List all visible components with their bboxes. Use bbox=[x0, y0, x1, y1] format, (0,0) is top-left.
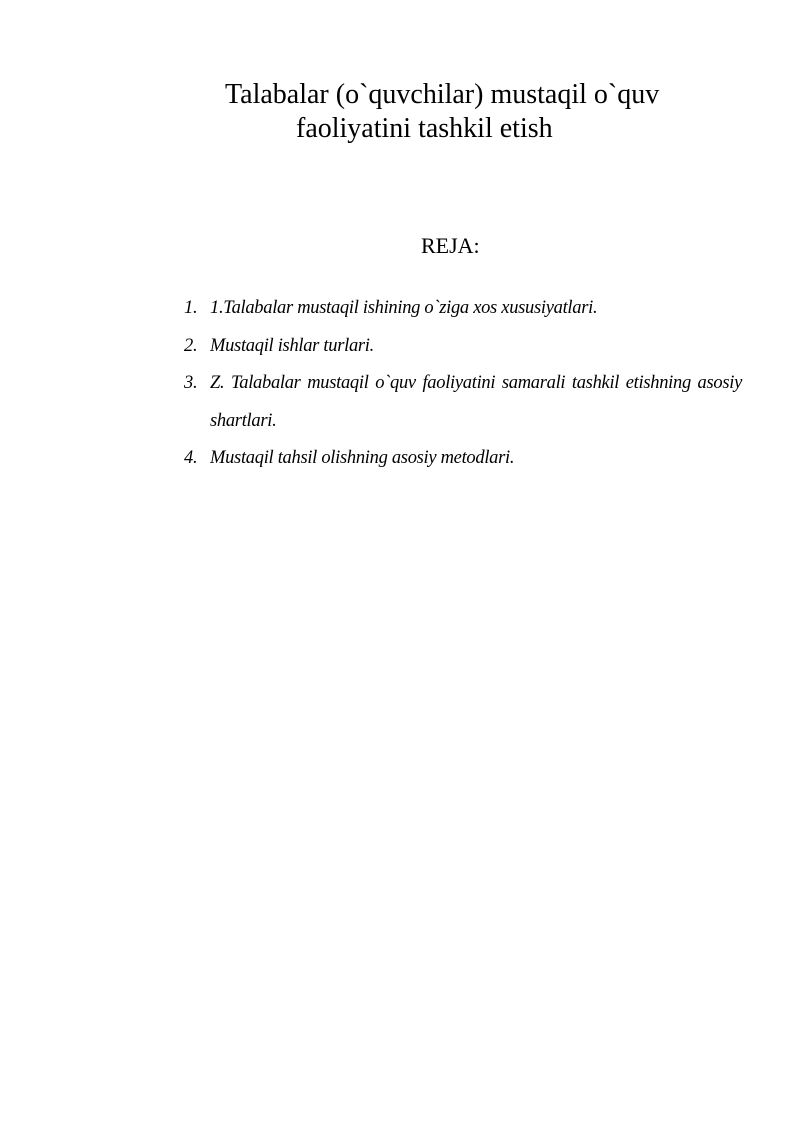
plan-heading: REJA: bbox=[421, 233, 480, 258]
plan-item-2 bbox=[184, 328, 742, 366]
plan-item-text: 1.Talabalar mustaqil ishining o`ziga xos xususiyatlari. bbox=[210, 298, 598, 318]
plan-item-1 bbox=[184, 290, 742, 328]
plan-item-text: Mustaqil ishlar turlari. bbox=[210, 335, 374, 356]
plan-item-number: 1. bbox=[184, 298, 198, 318]
plan-item-number: 2. bbox=[184, 335, 198, 356]
document-title bbox=[180, 78, 720, 146]
plan-item-4 bbox=[184, 440, 742, 478]
title-line-1: Talabalar (o`quvchilar) mustaqil o`quv bbox=[225, 79, 660, 110]
title-line-2: faoliyatini tashkil etish bbox=[296, 113, 553, 144]
plan-item-text: Z. Talabalar mustaqil o`quv faoliyatini samarali tashkil etishning asosiy shartlari. bbox=[210, 373, 742, 431]
plan-list bbox=[184, 290, 742, 478]
plan-item-number: 4. bbox=[184, 448, 198, 468]
plan-item-text: Mustaqil tahsil olishning asosiy metodlari. bbox=[210, 448, 515, 468]
plan-item-3 bbox=[184, 365, 742, 440]
plan-item-number: 3. bbox=[184, 373, 198, 393]
